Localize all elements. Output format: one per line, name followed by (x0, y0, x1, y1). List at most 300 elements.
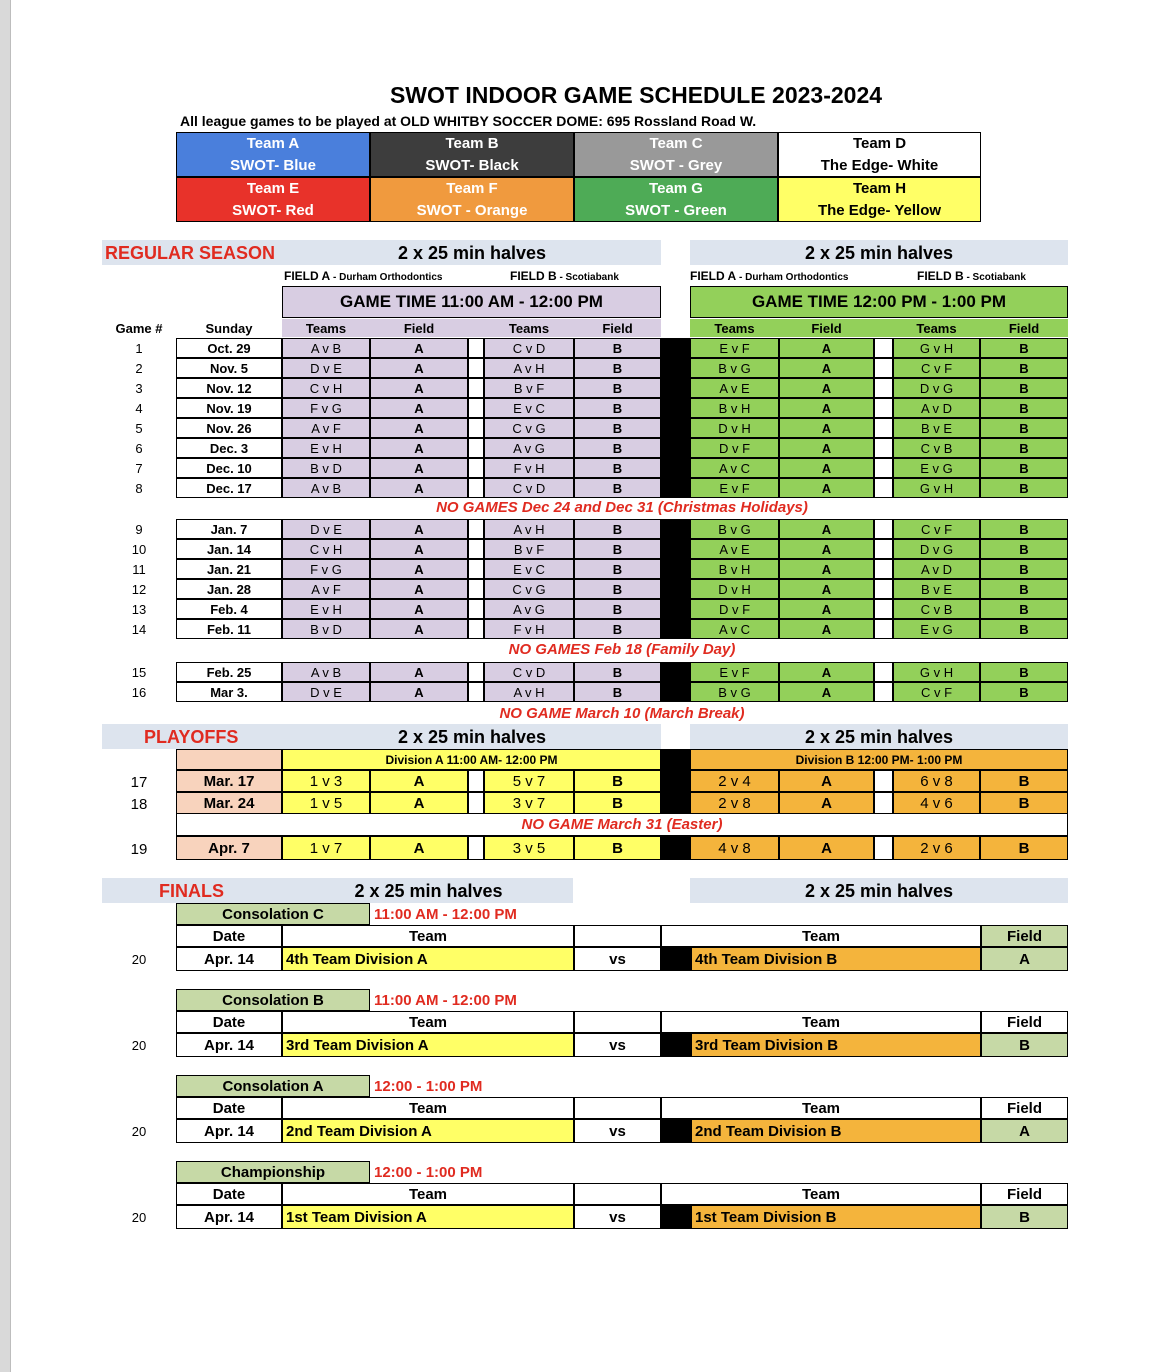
spacer (468, 792, 484, 814)
spacer (468, 458, 484, 478)
matchup: E v C (484, 559, 574, 579)
spacer (874, 338, 893, 358)
matchup: A v E (690, 539, 779, 559)
col-header-team: Team (282, 1097, 574, 1119)
game-number: 15 (131, 664, 147, 680)
game-date: Jan. 14 (176, 539, 282, 559)
divider (661, 682, 690, 702)
field-sponsor (917, 270, 1026, 283)
field: B (574, 770, 661, 792)
game-time-header: GAME TIME 11:00 AM - 12:00 PM (282, 286, 661, 318)
spacer (468, 418, 484, 438)
game-date: Feb. 11 (176, 619, 282, 639)
field: A (779, 770, 874, 792)
field-name: FIELD B (510, 269, 557, 283)
game-number: 14 (131, 621, 147, 637)
matchup: C v H (282, 539, 370, 559)
spacer (874, 836, 893, 860)
matchup: B v E (893, 418, 980, 438)
spacer (468, 682, 484, 702)
spacer (468, 619, 484, 639)
spacer (468, 398, 484, 418)
field: A (779, 398, 874, 418)
team-legend-cell (574, 132, 778, 177)
matchup: F v H (484, 619, 574, 639)
match-field: A (981, 1119, 1068, 1143)
divider (661, 947, 691, 971)
matchup: D v E (282, 358, 370, 378)
field: B (980, 458, 1068, 478)
field: A (370, 599, 468, 619)
field: B (574, 559, 661, 579)
matchup: C v H (282, 378, 370, 398)
vs-label: vs (574, 947, 661, 971)
field: A (370, 378, 468, 398)
field: B (980, 519, 1068, 539)
spacer (468, 438, 484, 458)
halves-label: 2 x 25 min halves (397, 727, 547, 747)
matchup: C v B (893, 599, 980, 619)
match-field: B (981, 1033, 1068, 1057)
division-header: Division A 11:00 AM- 12:00 PM (282, 749, 661, 770)
spacer (468, 836, 484, 860)
matchup: B v G (690, 358, 779, 378)
matchup: B v H (690, 559, 779, 579)
team-division-a: 3rd Team Division A (282, 1033, 574, 1057)
field: B (574, 579, 661, 599)
halves-label: 2 x 25 min halves (804, 881, 954, 901)
field: B (980, 398, 1068, 418)
spacer (468, 599, 484, 619)
field: A (370, 579, 468, 599)
spacer (874, 358, 893, 378)
matchup: D v F (690, 438, 779, 458)
game-number: 17 (130, 773, 148, 791)
matchup: B v D (282, 619, 370, 639)
team-name: Team F (446, 179, 498, 197)
divider (661, 458, 690, 478)
game-number: 12 (131, 581, 147, 597)
spacer (468, 338, 484, 358)
spacer (874, 418, 893, 438)
halves-label: 2 x 25 min halves (804, 727, 954, 747)
col-header-field: Field (981, 1097, 1068, 1119)
match-title: Consolation A (176, 1075, 370, 1097)
field: A (370, 792, 468, 814)
game-date: Dec. 10 (176, 458, 282, 478)
matchup: C v B (893, 438, 980, 458)
col-header: Teams (893, 319, 980, 337)
team-colour: The Edge- White (820, 156, 939, 174)
matchup: F v G (282, 559, 370, 579)
field: B (574, 458, 661, 478)
matchup: 4 v 6 (893, 792, 980, 814)
game-number: 8 (135, 480, 143, 496)
field: B (980, 619, 1068, 639)
matchup: D v E (282, 682, 370, 702)
field: A (370, 519, 468, 539)
divider (661, 358, 690, 378)
field: A (370, 836, 468, 860)
team-colour: The Edge- Yellow (817, 201, 942, 219)
team-colour: SWOT - Orange (416, 201, 528, 219)
game-number: 18 (130, 795, 148, 813)
field: B (574, 418, 661, 438)
match-date: Apr. 14 (176, 947, 282, 971)
matchup: 2 v 8 (690, 792, 779, 814)
col-header: Field (980, 319, 1068, 337)
field: A (370, 338, 468, 358)
matchup: 1 v 7 (282, 836, 370, 860)
matchup: C v G (484, 579, 574, 599)
matchup: A v B (282, 338, 370, 358)
spacer (468, 358, 484, 378)
sponsor-name: - Durham Orthodontics (736, 272, 849, 283)
field: A (779, 418, 874, 438)
halves-label: 2 x 25 min halves (397, 243, 547, 263)
matchup: A v F (282, 579, 370, 599)
team-name: Team A (246, 134, 300, 152)
matchup: D v H (690, 418, 779, 438)
col-header: Field (779, 319, 874, 337)
team-legend-cell (778, 177, 981, 222)
blank-cell (574, 1097, 661, 1119)
game-date: Mar. 17 (176, 770, 282, 792)
matchup: D v H (690, 579, 779, 599)
field-name: FIELD A (690, 269, 737, 283)
spacer (874, 770, 893, 792)
matchup: E v F (690, 662, 779, 682)
spacer (874, 458, 893, 478)
matchup: B v H (690, 398, 779, 418)
blank-cell (574, 925, 661, 947)
field: A (370, 619, 468, 639)
matchup: B v F (484, 378, 574, 398)
field: B (980, 662, 1068, 682)
col-header-date: Date (176, 1097, 282, 1119)
matchup: 2 v 6 (893, 836, 980, 860)
halves-label: 2 x 25 min halves (804, 243, 954, 263)
matchup: B v D (282, 458, 370, 478)
team-division-a: 2nd Team Division A (282, 1119, 574, 1143)
matchup: A v D (893, 559, 980, 579)
game-number: 1 (135, 340, 143, 356)
col-header-spacer (468, 319, 484, 337)
venue-line: All league games to be played at OLD WHITBY SOCCER DOME: 695 Rossland Road W. (180, 113, 757, 129)
game-number: 19 (130, 840, 148, 858)
matchup: 2 v 4 (690, 770, 779, 792)
matchup: C v F (893, 682, 980, 702)
team-division-a: 1st Team Division A (282, 1205, 574, 1229)
matchup: B v G (690, 519, 779, 539)
matchup: B v E (893, 579, 980, 599)
spacer (468, 579, 484, 599)
field-sponsor (510, 270, 619, 283)
field: A (779, 458, 874, 478)
spacer (874, 682, 893, 702)
field: B (980, 478, 1068, 498)
team-name: Team G (649, 179, 703, 197)
matchup: D v F (690, 599, 779, 619)
matchup: 1 v 3 (282, 770, 370, 792)
matchup: A v C (690, 619, 779, 639)
game-number: 20 (131, 952, 147, 967)
matchup: C v G (484, 418, 574, 438)
spacer (468, 378, 484, 398)
matchup: F v H (484, 458, 574, 478)
matchup: A v C (690, 458, 779, 478)
game-number: 6 (135, 440, 143, 456)
spacer (874, 599, 893, 619)
game-date: Mar 3. (176, 682, 282, 702)
match-time: 11:00 AM - 12:00 PM (374, 992, 517, 1009)
field: A (370, 438, 468, 458)
spacer (874, 438, 893, 458)
divider (661, 478, 690, 498)
col-header-team: Team (661, 1183, 981, 1205)
match-time: 12:00 - 1:00 PM (374, 1164, 483, 1181)
matchup: 6 v 8 (893, 770, 980, 792)
match-time: 12:00 - 1:00 PM (374, 1078, 483, 1095)
no-games-note: NO GAME March 31 (Easter) (176, 814, 1068, 836)
matchup: G v H (893, 338, 980, 358)
field: B (574, 792, 661, 814)
matchup: B v G (690, 682, 779, 702)
matchup: 3 v 5 (484, 836, 574, 860)
game-date: Dec. 3 (176, 438, 282, 458)
field: A (779, 539, 874, 559)
matchup: E v F (690, 338, 779, 358)
field-sponsor (690, 270, 848, 283)
divider (661, 599, 690, 619)
team-colour: SWOT- Blue (230, 156, 316, 174)
game-date: Feb. 25 (176, 662, 282, 682)
matchup: A v G (484, 438, 574, 458)
field-name: FIELD A (284, 269, 331, 283)
team-name: Team E (246, 179, 300, 197)
field: B (574, 438, 661, 458)
game-number: 2 (135, 360, 143, 376)
field: A (779, 682, 874, 702)
matchup: E v G (893, 619, 980, 639)
divider (661, 418, 690, 438)
match-date: Apr. 14 (176, 1119, 282, 1143)
field: A (779, 662, 874, 682)
team-colour: SWOT - Grey (629, 156, 723, 174)
divider (661, 1205, 691, 1229)
divider (661, 770, 690, 792)
divider (661, 398, 690, 418)
sponsor-name: - Scotiabank (556, 272, 619, 283)
matchup: A v B (282, 478, 370, 498)
spacer (874, 792, 893, 814)
divider (661, 378, 690, 398)
game-number: 5 (135, 420, 143, 436)
matchup: B v F (484, 539, 574, 559)
matchup: E v H (282, 599, 370, 619)
match-date: Apr. 14 (176, 1033, 282, 1057)
match-date: Apr. 14 (176, 1205, 282, 1229)
no-games-note: NO GAMES Feb 18 (Family Day) (508, 641, 736, 658)
matchup: C v F (893, 358, 980, 378)
field: A (779, 599, 874, 619)
divider (661, 539, 690, 559)
field: A (779, 579, 874, 599)
game-date: Feb. 4 (176, 599, 282, 619)
field: B (574, 682, 661, 702)
match-time: 11:00 AM - 12:00 PM (374, 906, 517, 923)
game-date: Oct. 29 (176, 338, 282, 358)
matchup: 3 v 7 (484, 792, 574, 814)
game-time-header: GAME TIME 12:00 PM - 1:00 PM (690, 286, 1068, 318)
spacer (468, 478, 484, 498)
game-date: Dec. 17 (176, 478, 282, 498)
field: B (980, 338, 1068, 358)
field: A (779, 378, 874, 398)
col-header-field: Field (981, 1183, 1068, 1205)
divider (661, 579, 690, 599)
field: B (980, 438, 1068, 458)
matchup: G v H (893, 478, 980, 498)
field: A (370, 398, 468, 418)
team-division-b: 4th Team Division B (691, 947, 981, 971)
col-header-team: Team (282, 1183, 574, 1205)
team-division-b: 3rd Team Division B (691, 1033, 981, 1057)
field: A (779, 836, 874, 860)
divider (661, 619, 690, 639)
team-colour: SWOT- Black (425, 156, 519, 174)
field: A (779, 519, 874, 539)
spacer (874, 378, 893, 398)
divider (661, 792, 690, 814)
team-name: Team D (852, 134, 907, 152)
matchup: C v F (893, 519, 980, 539)
no-games-note: NO GAMES Dec 24 and Dec 31 (Christmas Holidays) (436, 499, 808, 516)
matchup: 5 v 7 (484, 770, 574, 792)
spacer (468, 519, 484, 539)
spacer (468, 662, 484, 682)
game-number: 20 (131, 1210, 147, 1225)
col-header-date: Date (176, 1011, 282, 1033)
field: B (980, 836, 1068, 860)
game-number: 11 (132, 561, 146, 577)
no-games-note: NO GAME March 10 (March Break) (499, 705, 745, 722)
team-name: Team H (852, 179, 907, 197)
matchup: G v H (893, 662, 980, 682)
field: A (370, 358, 468, 378)
divider (661, 559, 690, 579)
field: A (779, 478, 874, 498)
field: A (370, 682, 468, 702)
division-header: Division B 12:00 PM- 1:00 PM (690, 749, 1068, 770)
matchup: A v D (893, 398, 980, 418)
spacer (874, 478, 893, 498)
col-header-date: Date (176, 1183, 282, 1205)
game-number: 9 (135, 521, 143, 537)
matchup: A v H (484, 519, 574, 539)
matchup: A v H (484, 682, 574, 702)
game-date: Jan. 28 (176, 579, 282, 599)
blank-cell (574, 1011, 661, 1033)
col-header: Field (574, 319, 661, 337)
sponsor-name: - Durham Orthodontics (330, 272, 443, 283)
field: B (574, 398, 661, 418)
field: A (779, 619, 874, 639)
match-field: B (981, 1205, 1068, 1229)
matchup: D v G (893, 539, 980, 559)
field: B (980, 559, 1068, 579)
section-title-playoffs: PLAYOFFS (144, 727, 239, 747)
field: B (980, 770, 1068, 792)
field: A (370, 559, 468, 579)
col-header: Teams (282, 319, 370, 337)
team-legend-cell (370, 132, 574, 177)
team-colour: SWOT - Green (625, 201, 727, 219)
matchup: 1 v 5 (282, 792, 370, 814)
matchup: E v C (484, 398, 574, 418)
divider (661, 662, 690, 682)
team-colour: SWOT- Red (232, 201, 314, 219)
field: A (370, 539, 468, 559)
field: B (574, 836, 661, 860)
col-header-field: Field (981, 1011, 1068, 1033)
game-number: 10 (131, 541, 147, 557)
col-header-team: Team (661, 1097, 981, 1119)
divider (661, 836, 690, 860)
field: B (574, 478, 661, 498)
page-title: SWOT INDOOR GAME SCHEDULE 2023-2024 (389, 82, 883, 108)
matchup: D v E (282, 519, 370, 539)
matchup: E v G (893, 458, 980, 478)
field: A (779, 438, 874, 458)
field: B (980, 358, 1068, 378)
col-header-field: Field (981, 925, 1068, 947)
matchup: E v F (690, 478, 779, 498)
field: B (574, 599, 661, 619)
field: A (779, 338, 874, 358)
field: B (574, 539, 661, 559)
field: B (980, 378, 1068, 398)
spacer (874, 662, 893, 682)
section-title-finals: FINALS (159, 881, 224, 901)
game-number: 16 (131, 684, 147, 700)
field: A (370, 770, 468, 792)
col-header-game: Game # (115, 320, 163, 336)
vs-label: vs (574, 1033, 661, 1057)
team-legend-cell (778, 132, 981, 177)
team-legend-cell (574, 177, 778, 222)
blank-cell (574, 1183, 661, 1205)
team-name: Team C (649, 134, 703, 152)
team-division-b: 1st Team Division B (691, 1205, 981, 1229)
spacer (874, 559, 893, 579)
col-header-team: Team (661, 925, 981, 947)
divider (661, 519, 690, 539)
spacer (874, 519, 893, 539)
field: B (574, 519, 661, 539)
game-number: 13 (131, 601, 147, 617)
game-date: Jan. 21 (176, 559, 282, 579)
team-legend-cell (370, 177, 574, 222)
matchup: E v H (282, 438, 370, 458)
game-number: 20 (131, 1038, 147, 1053)
vs-label: vs (574, 1119, 661, 1143)
field: B (980, 682, 1068, 702)
game-date: Jan. 7 (176, 519, 282, 539)
field-name: FIELD B (917, 269, 964, 283)
col-header-team: Team (282, 925, 574, 947)
col-header-spacer (874, 319, 893, 337)
